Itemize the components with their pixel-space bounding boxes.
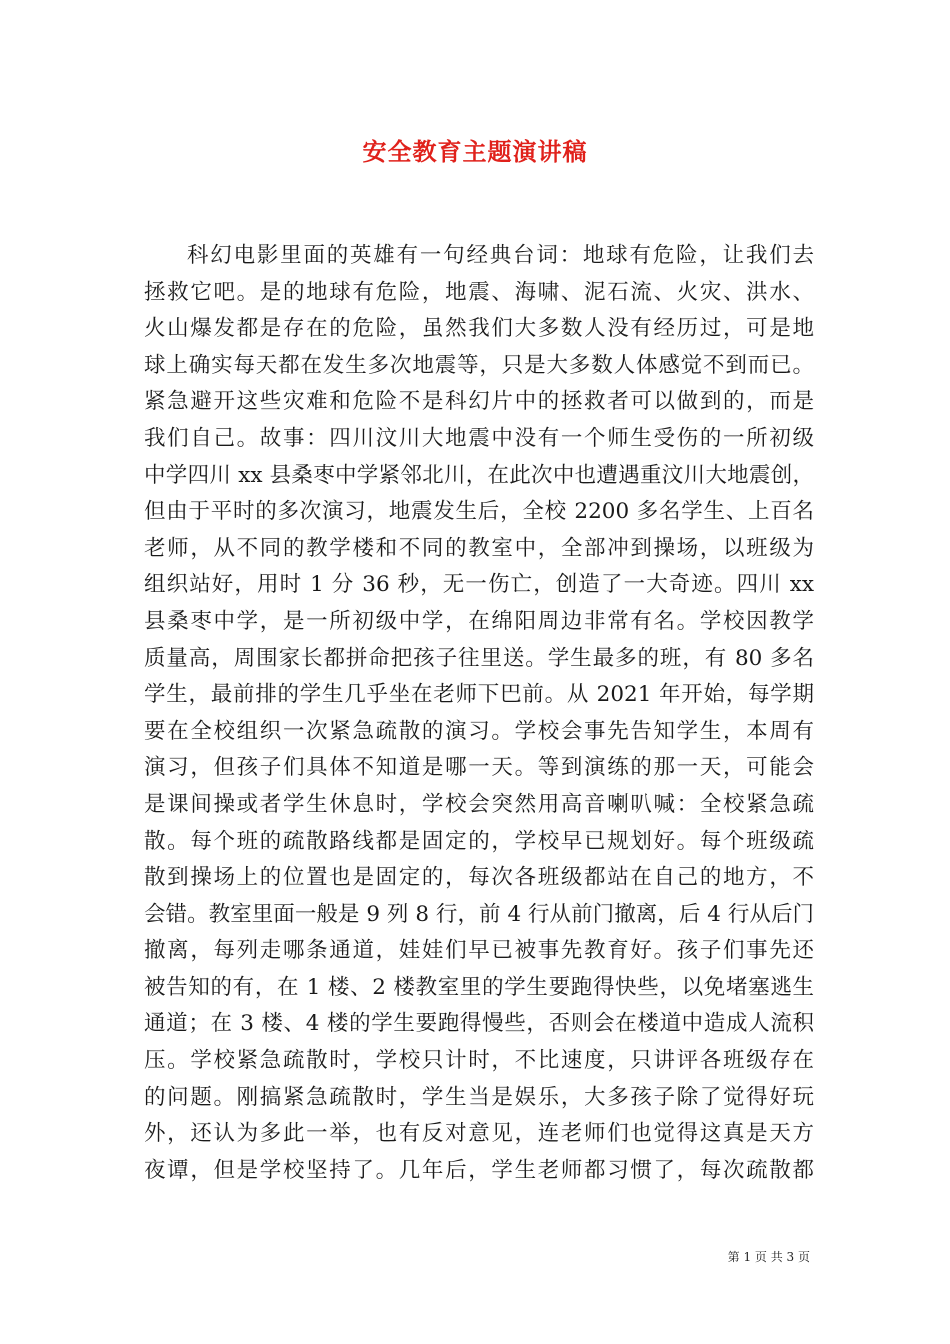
paragraph-line: 但由于平时的多次演习，地震发生后，全校 2200 多名学生、上百名 [144, 499, 814, 525]
document-body [144, 238, 814, 1189]
paragraph-line: 外，还认为多此一举，也有反对意见，连老师们也觉得这真是天方 [144, 1121, 814, 1147]
paragraph-line: 紧急避开这些灾难和危险不是科幻片中的拯救者可以做到的，而是 [144, 389, 814, 415]
paragraph-line: 散到操场上的位置也是固定的，每次各班级都站在自己的地方，不 [144, 865, 814, 891]
paragraph-line: 通道；在 3 楼、4 楼的学生要跑得慢些，否则会在楼道中造成人流积 [144, 1011, 814, 1037]
paragraph-line: 拯救它吧。是的地球有危险，地震、海啸、泥石流、火灾、洪水、 [144, 279, 814, 305]
page-number-footer: 第 1 页 共 3 页 [727, 1250, 810, 1264]
paragraph-line: 的问题。刚搞紧急疏散时，学生当是娱乐，大多孩子除了觉得好玩 [144, 1084, 814, 1110]
paragraph-line: 夜谭，但是学校坚持了。几年后，学生老师都习惯了，每次疏散都 [144, 1157, 814, 1183]
paragraph-line: 会错。教室里面一般是 9 列 8 行，前 4 行从前门撤离，后 4 行从后门 [144, 901, 814, 927]
paragraph-line: 是课间操或者学生休息时，学校会突然用高音喇叭喊：全校紧急疏 [144, 791, 814, 817]
paragraph-line: 老师，从不同的教学楼和不同的教室中，全部冲到操场，以班级为 [144, 535, 814, 561]
paragraph-line: 质量高，周围家长都拼命把孩子往里送。学生最多的班，有 80 多名 [144, 645, 814, 671]
paragraph-line: 压。学校紧急疏散时，学校只计时，不比速度，只讲评各班级存在 [144, 1048, 814, 1074]
paragraph-line: 演习，但孩子们具体不知道是哪一天。等到演练的那一天，可能会 [144, 755, 814, 781]
paragraph-line: 学生，最前排的学生几乎坐在老师下巴前。从 2021 年开始，每学期 [144, 682, 814, 708]
paragraph-line: 组织站好，用时 1 分 36 秒，无一伤亡，创造了一大奇迹。四川 xx [144, 572, 814, 598]
paragraph-line: 要在全校组织一次紧急疏散的演习。学校会事先告知学生，本周有 [144, 718, 814, 744]
paragraph-line: 县桑枣中学，是一所初级中学，在绵阳周边非常有名。学校因教学 [144, 608, 814, 634]
paragraph-line: 我们自己。故事：四川汶川大地震中没有一个师生受伤的一所初级 [144, 425, 814, 451]
paragraph-line: 球上确实每天都在发生多次地震等，只是大多数人体感觉不到而已。 [144, 352, 814, 378]
paragraph-line: 散。每个班的疏散路线都是固定的，学校早已规划好。每个班级疏 [144, 828, 814, 854]
paragraph-line: 中学四川 xx 县桑枣中学紧邻北川，在此次中也遭遇重汶川大地震创， [144, 462, 814, 488]
document-title: 安全教育主题演讲稿 [362, 137, 588, 166]
paragraph-line: 被告知的有，在 1 楼、2 楼教室里的学生要跑得快些，以免堵塞逃生 [144, 974, 814, 1000]
paragraph-line: 撤离，每列走哪条通道，娃娃们早已被事先教育好。孩子们事先还 [144, 938, 814, 964]
paragraph-line: 科幻电影里面的英雄有一句经典台词：地球有危险，让我们去 [187, 243, 814, 268]
paragraph-line: 火山爆发都是存在的危险，虽然我们大多数人没有经历过，可是地 [144, 316, 814, 342]
